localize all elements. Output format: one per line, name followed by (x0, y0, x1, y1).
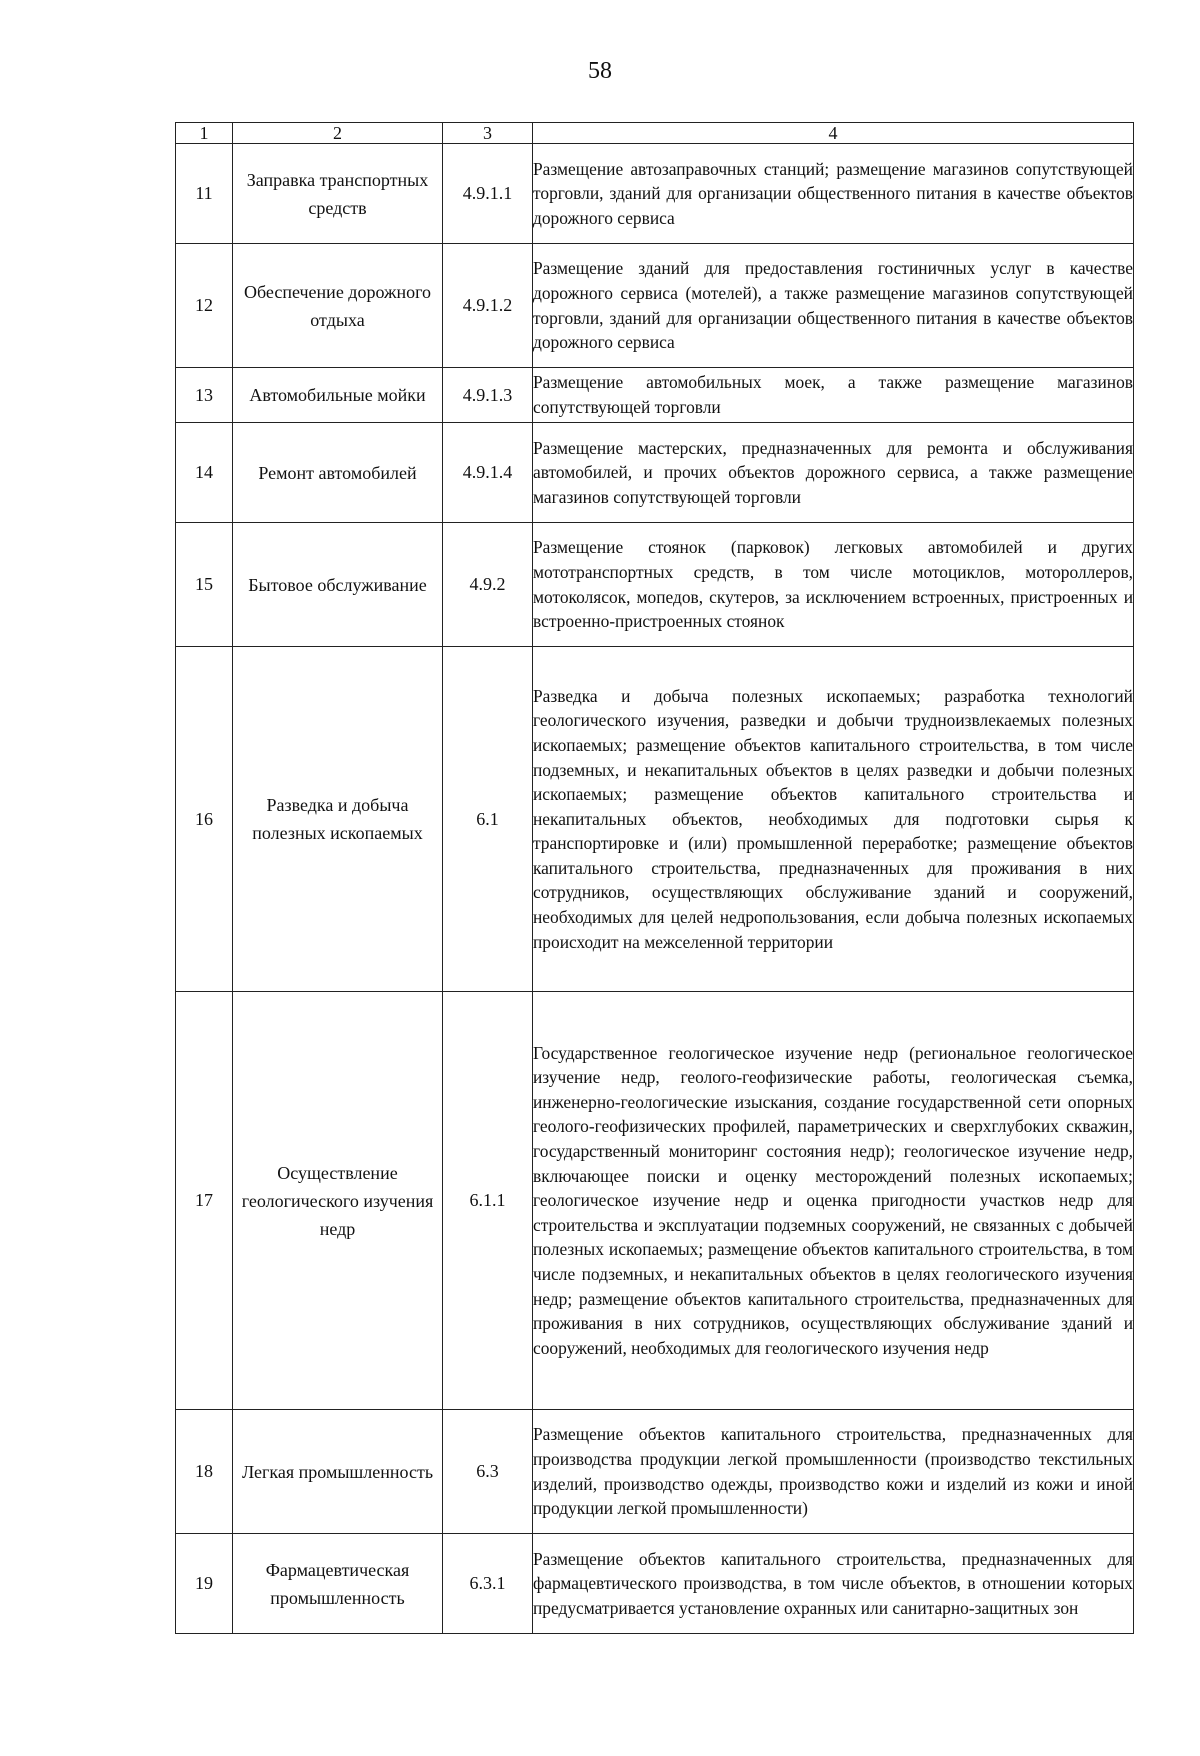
use-type-description: Размещение объектов капитального строительства, предназначенных для производства продукции легкой промышленности (производство текстильных изделий, производство одежды, производство кожи и изделий из кожи и иной продукции легкой промышленности) (533, 1410, 1134, 1534)
use-type-code: 6.3.1 (443, 1534, 533, 1634)
row-number: 17 (176, 992, 233, 1410)
use-type-name: Обеспечение дорожного отдыха (233, 244, 443, 368)
use-type-code: 4.9.1.1 (443, 144, 533, 244)
use-type-name: Заправка транспортных средств (233, 144, 443, 244)
use-type-description: Разведка и добыча полезных ископаемых; разработка технологий геологического изучения, разведки и добычи трудноизвлекаемых полезных ископаемых; размещение объектов капитального строительства, в том числе подземных, и некапитальных объектов в целях разведки и добычи полезных ископаемых; размещение объектов капитального строительства и некапитальных объектов, необходимых для подготовки сырья к транспортировке и (или) промышленной переработке; размещение объектов капитального строительства, предназначенных для проживания в них сотрудников, осуществляющих обслуживание зданий и сооружений, необходимых для целей недропользования, если добыча полезных ископаемых происходит на межселенной территории (533, 647, 1134, 992)
use-type-name: Легкая промышленность (233, 1410, 443, 1534)
row-number: 18 (176, 1410, 233, 1534)
use-type-description: Размещение зданий для предоставления гостиничных услуг в качестве дорожного сервиса (мотелей), а также размещение магазинов сопутствующей торговли, зданий для организации общественного питания в качестве объектов дорожного сервиса (533, 244, 1134, 368)
use-type-description: Размещение автозаправочных станций; размещение магазинов сопутствующей торговли, зданий для организации общественного питания в качестве объектов дорожного сервиса (533, 144, 1134, 244)
use-type-name: Разведка и добыча полезных ископаемых (233, 647, 443, 992)
row-number: 11 (176, 144, 233, 244)
use-type-description: Государственное геологическое изучение недр (региональное геологическое изучение недр, геолого-геофизические работы, геологическая съемка, инженерно-геологические изыскания, создание государственной сети опорных геолого-геофизических профилей, параметрических и сверхглубоких скважин, государственный мониторинг состояния недр); геологическое изучение недр, включающее поиски и оценку месторождений полезных ископаемых; геологическое изучение недр и оценка пригодности участков недр для строительства и эксплуатации подземных сооружений, не связанных с добычей полезных ископаемых; размещение объектов капитального строительства, в том числе подземных, и некапитальных объектов в целях геологического изучения недр; размещение объектов капитального строительства, предназначенных для проживания в них сотрудников, осуществляющих обслуживание зданий и сооружений, необходимых для геологического изучения недр (533, 992, 1134, 1410)
table-row (176, 1410, 1134, 1534)
use-type-code: 6.1 (443, 647, 533, 992)
row-number: 15 (176, 523, 233, 647)
use-type-description: Размещение стоянок (парковок) легковых автомобилей и других мототранспортных средств, в том числе мотоциклов, мотороллеров, мотоколясок, мопедов, скутеров, за исключением встроенных, пристроенных и встроенно-пристроенных стоянок (533, 523, 1134, 647)
table-row (176, 1534, 1134, 1634)
use-type-description: Размещение мастерских, предназначенных для ремонта и обслуживания автомобилей, и прочих объектов дорожного сервиса, а также размещение магазинов сопутствующей торговли (533, 423, 1134, 523)
use-type-code: 6.3 (443, 1410, 533, 1534)
use-type-code: 4.9.1.3 (443, 368, 533, 423)
row-number: 19 (176, 1534, 233, 1634)
use-type-name: Ремонт автомобилей (233, 423, 443, 523)
table-row (176, 244, 1134, 368)
row-number: 13 (176, 368, 233, 423)
page-number: 58 (588, 58, 612, 84)
header-row (176, 123, 1134, 144)
row-number: 12 (176, 244, 233, 368)
table-row (176, 523, 1134, 647)
header-col-2: 2 (233, 123, 443, 144)
row-number: 16 (176, 647, 233, 992)
table-row (176, 144, 1134, 244)
table-row (176, 368, 1134, 423)
use-type-code: 4.9.2 (443, 523, 533, 647)
table-row (176, 423, 1134, 523)
use-type-code: 4.9.1.2 (443, 244, 533, 368)
land-use-table (175, 122, 1134, 1634)
header-col-1: 1 (176, 123, 233, 144)
header-col-4: 4 (533, 123, 1134, 144)
header-col-3: 3 (443, 123, 533, 144)
use-type-name: Осуществление геологического изучения недр (233, 992, 443, 1410)
use-type-name: Автомобильные мойки (233, 368, 443, 423)
use-type-code: 6.1.1 (443, 992, 533, 1410)
use-type-name: Фармацевтическая промышленность (233, 1534, 443, 1634)
table-row (176, 992, 1134, 1410)
use-type-description: Размещение объектов капитального строительства, предназначенных для фармацевтического производства, в том числе объектов, в отношении которых предусматривается установление охранных или санитарно-защитных зон (533, 1534, 1134, 1634)
table-row (176, 647, 1134, 992)
row-number: 14 (176, 423, 233, 523)
use-type-name: Бытовое обслуживание (233, 523, 443, 647)
use-type-code: 4.9.1.4 (443, 423, 533, 523)
use-type-description: Размещение автомобильных моек, а также размещение магазинов сопутствующей торговли (533, 368, 1134, 423)
